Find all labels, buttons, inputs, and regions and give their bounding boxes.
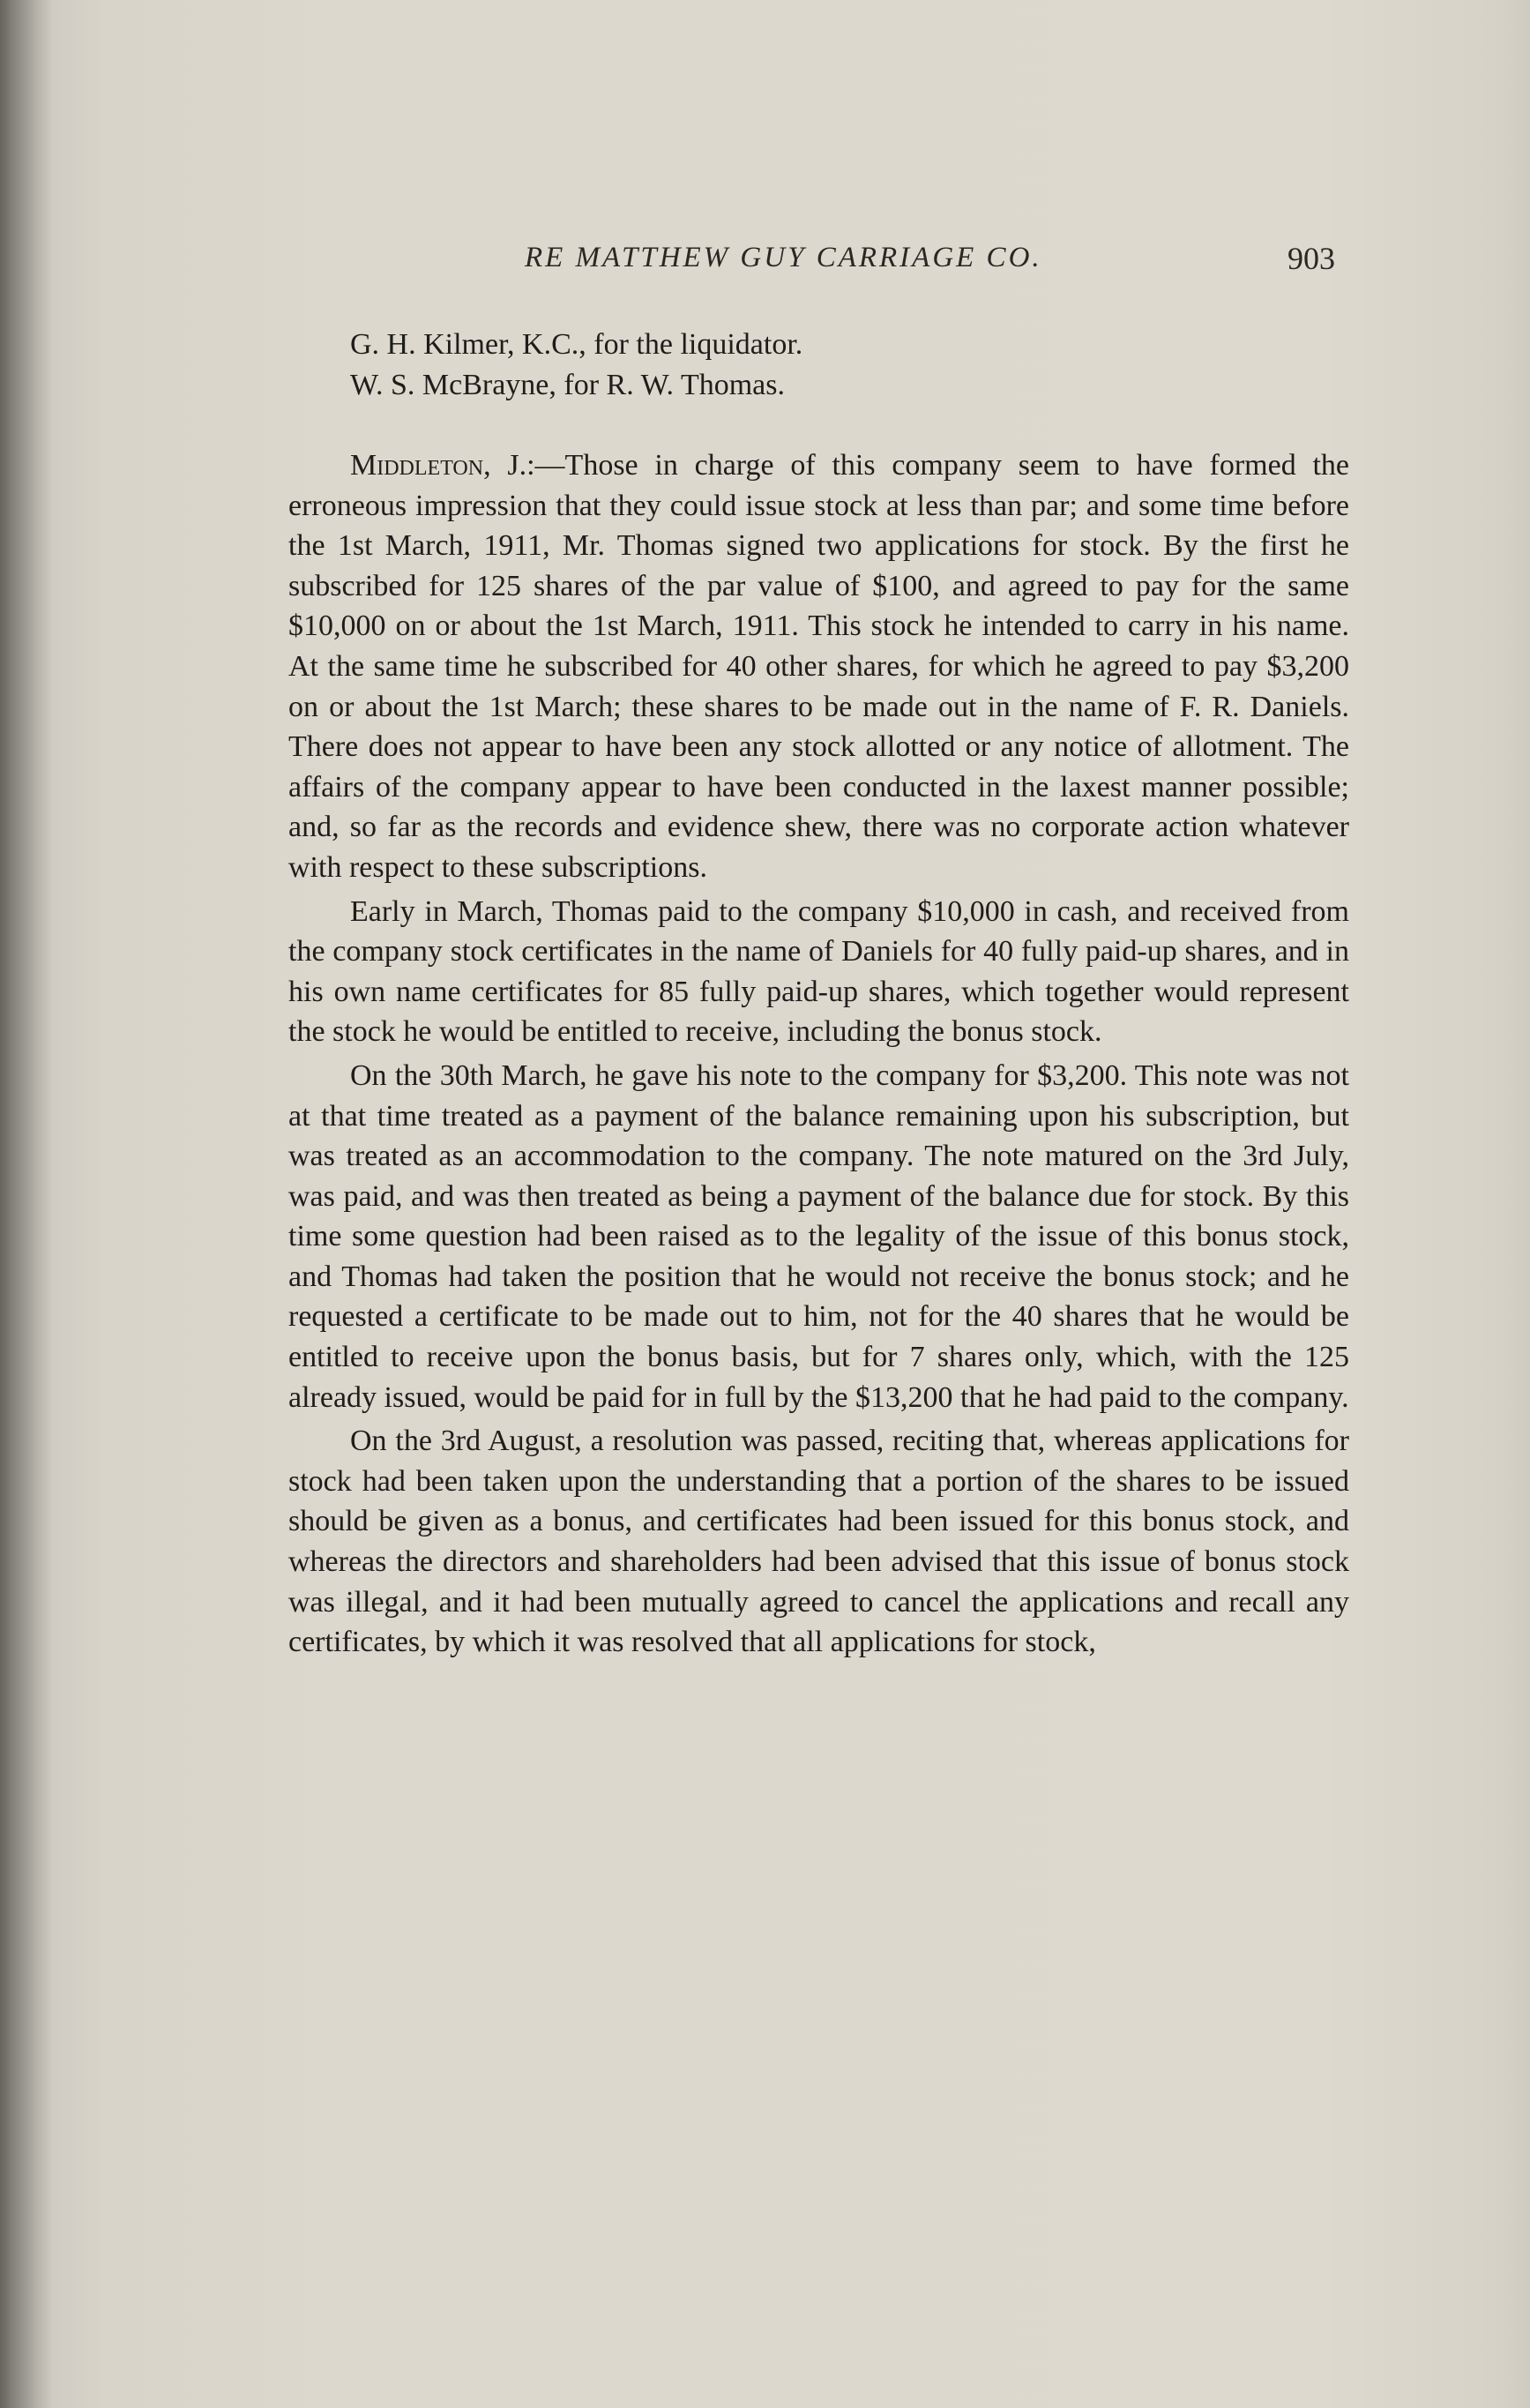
running-head: RE MATTHEW GUY CARRIAGE CO. <box>525 242 1042 273</box>
judgment-text <box>288 445 1349 1666</box>
judge-name: Middleton, J. <box>350 449 527 482</box>
counsel-line: G. H. Kilmer, K.C., for the liquidator. <box>350 328 803 361</box>
counsel-line: W. S. McBrayne, for R. W. Thomas. <box>350 369 785 401</box>
paragraph <box>288 445 1349 888</box>
binding-shadow <box>0 0 53 2408</box>
paragraph: Early in March, Thomas paid to the company $10,000 in cash, and received from the company stock certificates in the name of Daniels for 40 fully paid-up shares, and in his own name certificates for 85 fully paid-up shares, which together would represent the stock he would be entitled to receive, including the bonus stock. <box>288 894 1349 1049</box>
paragraph: On the 30th March, he gave his note to the company for $3,200. This note was not at that time treated as a payment of the balance remaining upon his subscription, but was treated as an accommodation to the company. The note matured on the 3rd July, was paid, and was then treated as being a payment of the balance due for stock. By this time some question had been raised as to the legality of the issue of this bonus stock, and Thomas had taken the position that he would not receive the bonus stock; and he requested a certificate to be made out to him, not for the 40 shares that he would be entitled to receive upon the bonus basis, but for 7 shares only, which, with the 125 already issued, would be paid for in full by the $13,200 that he had paid to the company. <box>288 1058 1349 1414</box>
counsel-list <box>350 325 802 406</box>
page-number: 903 <box>1287 241 1335 276</box>
paragraph: On the 3rd August, a resolution was passed, reciting that, whereas applications for stock had been taken upon the understanding that a portion of the shares to be issued should be given as a bonus, and certificates had been issued for this bonus stock, and whereas the directors and shareholders had been advised that this issue of bonus stock was illegal, and it had been mutually agreed to cancel the applications and recall any certificates, by which it was resolved that all applications for stock, <box>288 1425 1349 1659</box>
page-header <box>0 238 1530 291</box>
paragraph-text: :—Those in charge of this company seem to have formed the erroneous impression that they could issue stock at less than par; and some time before the 1st March, 1911, Mr. Thomas signed two applications for stock. By the first he subscribed for 125 shares of the par value of $100, and agreed to pay for the same $10,000 on or about the 1st March, 1911. This stock he intended to carry in his name. At the same time he subscribed for 40 other shares, for which he agreed to pay $3,200 on or about the 1st March; these shares to be made out in the name of F. R. Daniels. There does not appear to have been any stock allotted or any notice of allotment. The affairs of the company appear to have been conducted in the laxest manner possible; and, so far as the records and evidence shew, there was no corporate action whatever with respect to these subscriptions. <box>288 449 1349 884</box>
